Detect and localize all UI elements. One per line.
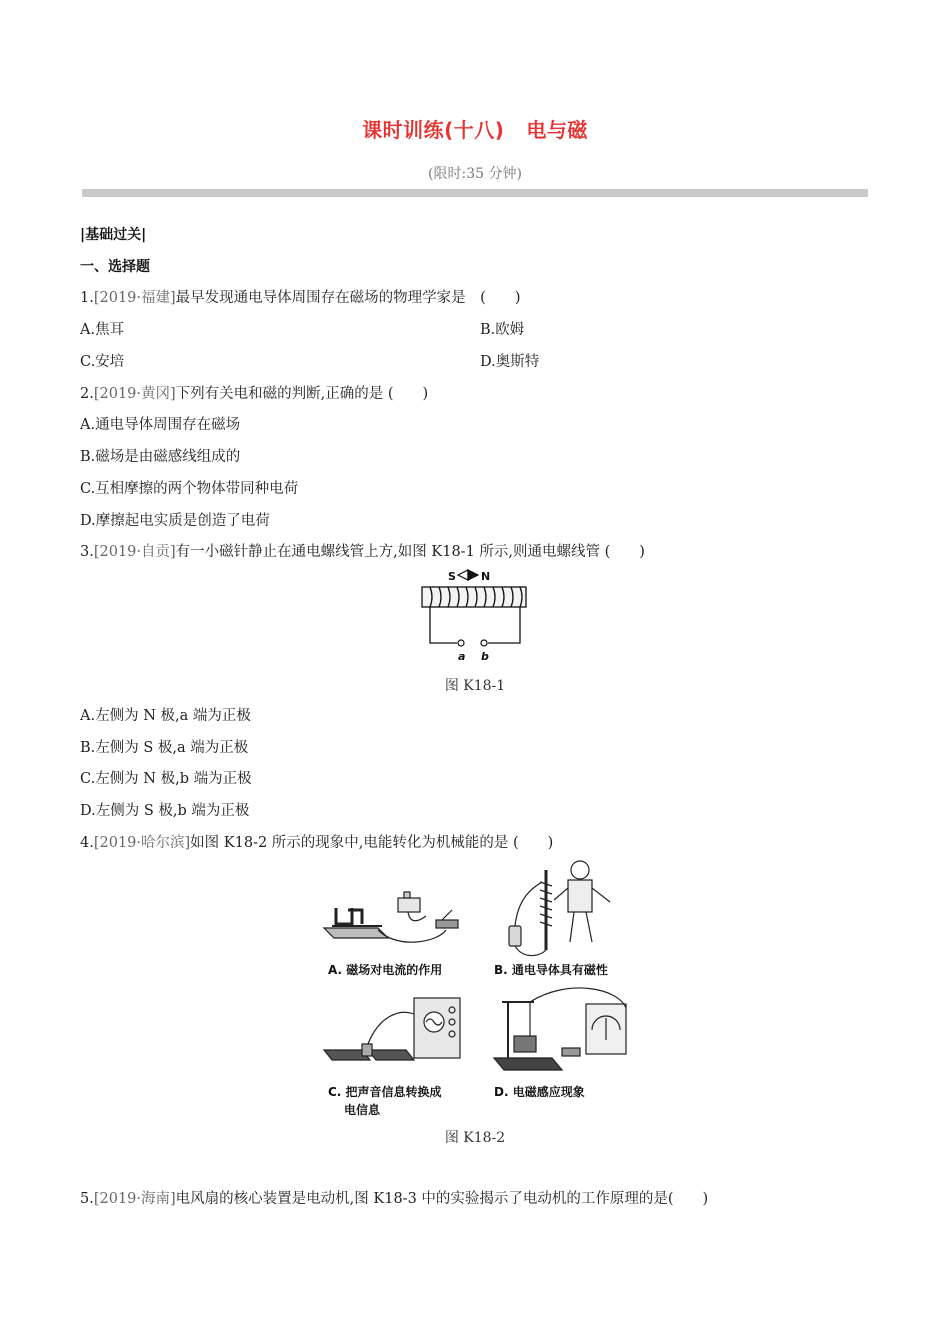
needle-south-half	[458, 570, 468, 580]
question-stem: 最早发现通电导体周围存在磁场的物理学家是 ( )	[175, 290, 521, 306]
q2-option-a: A.通电导体周围存在磁场	[80, 417, 241, 433]
panel-b-illustration	[509, 861, 610, 956]
panel-c-illustration	[324, 998, 460, 1060]
solenoid-core	[422, 587, 526, 607]
q3-option-c: C.左侧为 N 极,b 端为正极	[80, 771, 252, 787]
solenoid-figure	[410, 566, 540, 666]
section-label: |基础过关|	[80, 227, 147, 243]
terminal-b	[481, 640, 487, 646]
panel-a-illustration	[324, 892, 458, 942]
question-2	[80, 382, 428, 403]
question-number: 1.	[80, 290, 94, 306]
panel-c-label: C. 把声音信息转换成	[328, 1085, 442, 1099]
question-source: [2019·哈尔滨]	[93, 835, 191, 851]
question-1	[80, 286, 520, 307]
time-limit: (限时:35 分钟)	[428, 166, 522, 182]
panel-b-label: B. 通电导体具有磁性	[494, 963, 608, 977]
panel-d-label: D. 电磁感应现象	[494, 1085, 585, 1099]
part-label: 一、选择题	[80, 259, 150, 275]
title-main: 课时训练(十八)	[362, 118, 505, 142]
q3-option-b: B.左侧为 S 极,a 端为正极	[80, 740, 249, 756]
question-5	[80, 1187, 708, 1208]
question-stem: 如图 K18-2 所示的现象中,电能转化为机械能的是 ( )	[190, 835, 554, 851]
q1-option-c: C.安培	[80, 354, 125, 370]
question-stem: 有一小磁针静止在通电螺线管上方,如图 K18-1 所示,则通电螺线管 ( )	[175, 544, 645, 560]
q3-option-d: D.左侧为 S 极,b 端为正极	[80, 803, 250, 819]
question-stem: 电风扇的核心装置是电动机,图 K18-3 中的实验揭示了电动机的工作原理的是( )	[175, 1191, 709, 1207]
question-3	[80, 540, 645, 561]
needle-s-label: S	[448, 570, 456, 583]
terminal-b-label: b	[481, 650, 489, 663]
header-divider	[82, 189, 868, 197]
question-source: [2019·黄冈]	[93, 386, 176, 402]
question-source: [2019·自贡]	[93, 544, 176, 560]
q1-option-b: B.欧姆	[480, 322, 525, 338]
q2-option-c: C.互相摩擦的两个物体带同种电荷	[80, 481, 299, 497]
page-title	[0, 114, 950, 143]
figure-caption: 图 K18-1	[444, 678, 506, 694]
experiments-figure	[318, 858, 636, 1120]
question-number: 4.	[80, 835, 94, 851]
q2-option-b: B.磁场是由磁感线组成的	[80, 449, 241, 465]
q1-option-d: D.奥斯特	[480, 354, 540, 370]
q3-option-a: A.左侧为 N 极,a 端为正极	[80, 708, 251, 724]
question-stem: 下列有关电和磁的判断,正确的是 ( )	[175, 386, 429, 402]
question-4	[80, 831, 553, 852]
question-number: 2.	[80, 386, 94, 402]
q1-option-a: A.焦耳	[80, 322, 125, 338]
panel-a-label: A. 磁场对电流的作用	[328, 963, 443, 977]
question-number: 3.	[80, 544, 94, 560]
needle-n-label: N	[481, 570, 491, 583]
question-number: 5.	[80, 1191, 94, 1207]
question-source: [2019·海南]	[93, 1191, 176, 1207]
figure-caption: 图 K18-2	[444, 1130, 506, 1146]
circuit-wires	[430, 607, 520, 643]
question-source: [2019·福建]	[93, 290, 176, 306]
terminal-a-label: a	[458, 650, 466, 663]
q2-option-d: D.摩擦起电实质是创造了电荷	[80, 513, 270, 529]
panel-c-label-line2: 电信息	[344, 1103, 381, 1117]
panel-d-illustration	[494, 988, 626, 1070]
needle-north-half	[468, 570, 478, 580]
terminal-a	[458, 640, 464, 646]
title-topic: 电与磁	[526, 118, 588, 142]
